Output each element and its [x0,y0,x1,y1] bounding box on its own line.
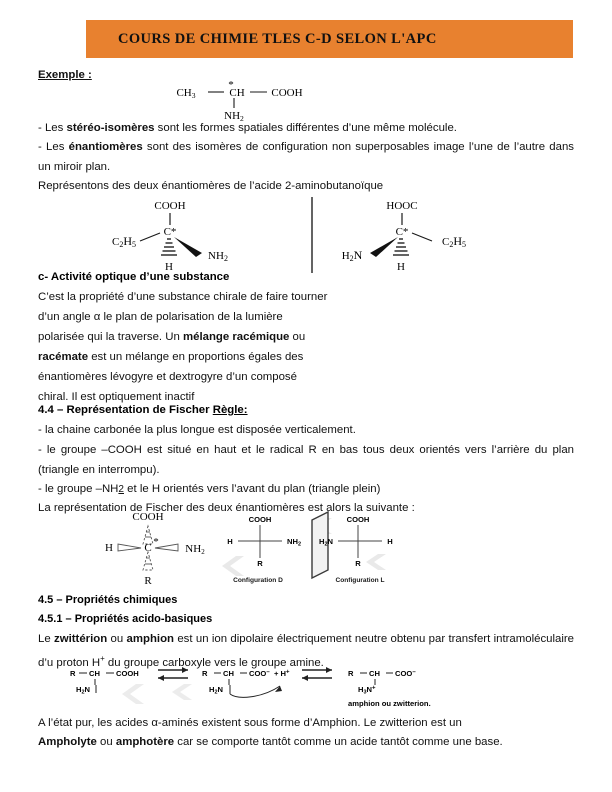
fischer-intro: La représentation de Fischer des deux énantiomères est alors la suivante : [38,502,415,514]
zwit-mid: ou [107,633,127,645]
svg-text:COO–: COO– [249,669,270,678]
svg-text:H2N: H2N [341,248,363,263]
svg-text:R: R [348,669,354,678]
zwitterion-structure-3 [348,669,431,708]
optical-part1: C’est la propriété d’une substance chirale de faire tourner d’un angle α le plan de polarisation de la lumière polarisée qui la traverse. Un [38,291,328,343]
svg-text:H3N+: H3N+ [358,685,376,696]
figure-fischer-mirror [216,508,396,590]
enantio-prefix: - Les [38,141,69,153]
paragraph-final-2 [38,732,574,752]
final-bold1: Ampholyte [38,736,97,748]
zwit-prefix: Le [38,633,55,645]
rule-2: - le groupe –COOH est situé en haut et le radical R en bas tous deux orientés vers l’arrière du plan (triangle en interrompu). [38,444,574,476]
svg-text:H: H [397,261,405,273]
optical-bold1: mélange racémique [183,331,290,343]
paragraph-optical-activity [38,287,330,407]
enantio-suffix: sont des isomères de configuration non superposables image l’une de l’autre dans un miroir plan. [38,141,574,173]
paragraph-rule-1 [38,420,574,440]
zwit-bold1: zwittérion [54,633,108,645]
svg-text:CH: CH [369,669,380,678]
heading-optical-activity [38,267,229,287]
svg-text:R: R [70,669,76,678]
formula-right-group: COOH [271,87,303,99]
formula-left-group: CH3 [176,87,196,100]
formula-below-group: NH2 [224,110,244,122]
zwitterion-structure-2 [202,669,290,697]
svg-text:COOH: COOH [248,515,272,524]
heading-acid-base [38,609,212,629]
svg-text:COOH: COOH [346,515,370,524]
svg-text:COOH: COOH [132,511,164,523]
rule-3-prefix: - le groupe –NH [38,483,119,495]
svg-text:H2N: H2N [76,685,91,696]
paragraph-final [38,713,574,733]
section-c-title: c- Activité optique d’une substance [38,271,230,283]
zwit-superscript: + [100,654,105,663]
rule-3-sub: 2 [118,484,124,495]
final-mid: ou [96,736,116,748]
page-title: COURS DE CHIMIE TLES C-D SELON L'APC [118,30,437,47]
caption-config-l: Configuration L [335,577,385,584]
paragraph-represent [38,176,574,196]
svg-text:H: H [387,537,393,546]
svg-text:H: H [165,261,173,273]
represent-line: Représentons des deux énantiomères de l’acide 2-aminobutanoïque [38,180,384,192]
svg-text:H: H [227,537,233,546]
stereo-prefix: - Les [38,122,67,134]
fischer-config-l [319,515,393,584]
svg-text:H2N: H2N [318,537,334,548]
optical-bold2: racémate [38,351,89,363]
equilibrium-arrow-1 [158,667,188,681]
figure-enantiomer-pair [82,197,542,273]
section-451-title: 4.5.1 – Propriétés acido-basiques [38,613,213,625]
svg-text:NH2: NH2 [185,543,205,556]
paragraph-rule-3 [38,479,574,500]
stereo-bold: stéréo-isomères [66,122,155,134]
heading-chemical-properties [38,590,177,610]
paragraph-stereo-isomers [38,118,574,138]
figure-example-molecule [168,78,318,122]
svg-text:R: R [257,559,263,568]
svg-text:COO–: COO– [395,669,416,678]
rule-1: - la chaine carbonée la plus longue est disposée verticalement. [38,424,356,436]
zwit-bold2: amphion [126,633,174,645]
caption-config-d: Configuration D [233,577,283,584]
svg-text:C: C [144,542,152,554]
final-part1: A l’état pur, les acides α-aminés existent sous forme d’Amphion. Le zwitterion est un [38,717,462,729]
enantiomer-right [342,200,466,273]
svg-text:NH2: NH2 [208,250,228,263]
watermark [122,684,192,704]
svg-text:+ H+: + H+ [274,669,290,678]
zwit-suffix: est un ion dipolaire électriquement neutre obtenu par transfert intramoléculaire d’u proton H [38,633,574,669]
rule-3-suffix: et le H orientés vers l’avant du plan (triangle plein) [123,483,381,495]
paragraph-enantiomers [38,137,574,177]
caption-amphion: amphion ou zwitterion. [348,699,431,708]
final-part2: car se comporte tantôt comme un acide tantôt comme une base. [174,736,503,748]
stereo-suffix: sont les formes spatiales différentes d’une même molécule. [154,122,457,134]
svg-text:C2H5: C2H5 [441,234,467,249]
example-label-wrap [38,65,92,85]
optical-part2: est un mélange en proportions égales des énantiomères lévogyre et dextrogyre d’un composé chiral. Il est optiquement inactif [38,351,304,403]
optical-mid: ou [289,331,306,343]
enantio-bold: énantiomères [68,141,143,153]
svg-text:NH2: NH2 [286,537,302,548]
formula-center-group: CH [229,87,245,99]
svg-text:HOOC: HOOC [386,200,418,212]
section-45-title: 4.5 – Propriétés chimiques [38,594,178,606]
svg-text:H2N: H2N [209,685,224,696]
paragraph-rule-2 [38,440,574,480]
svg-text:*: * [153,536,159,548]
svg-text:CH: CH [89,669,100,678]
enantiomer-left [112,200,228,273]
zwit-tail: du groupe carboxyle vers le groupe amine. [104,656,324,669]
header-banner [86,20,573,58]
final-bold2: amphotère [115,736,175,748]
svg-text:C*: C* [163,226,177,238]
svg-text:C2H5: C2H5 [111,234,137,249]
svg-text:C*: C* [395,226,409,238]
stereocenter-asterisk: * [228,79,234,91]
section-44-title: 4.4 – Représentation de Fischer [38,404,213,416]
svg-text:R: R [144,575,152,587]
section-44-rule-word: Règle: [212,404,248,416]
figure-zwitterion-scheme [62,664,512,712]
svg-text:COOH: COOH [116,669,139,678]
svg-text:COOH: COOH [154,200,186,212]
heading-fischer [38,400,248,420]
svg-text:CH: CH [223,669,234,678]
equilibrium-arrow-2 [302,667,332,681]
watermark [222,518,386,576]
svg-text:R: R [355,559,361,568]
figure-fischer-3d [96,508,214,588]
example-label: Exemple : [38,69,92,81]
svg-text:R: R [202,669,208,678]
svg-text:H: H [105,542,113,554]
